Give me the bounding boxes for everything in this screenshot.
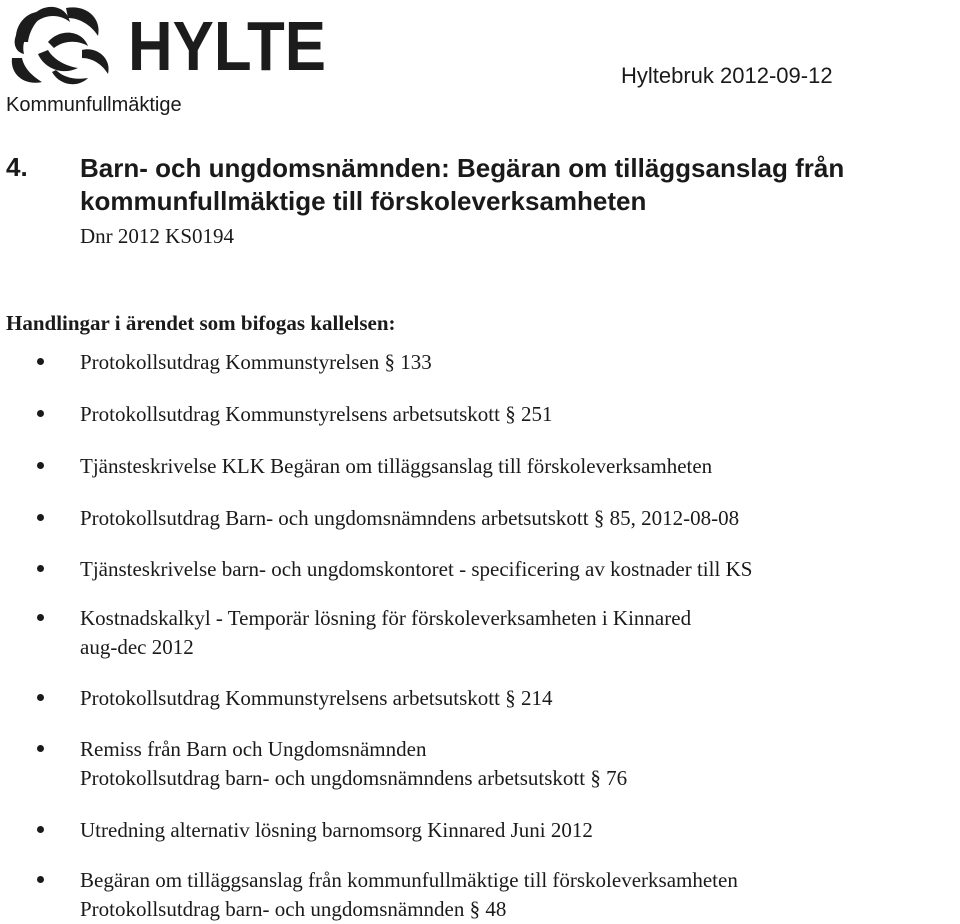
bullet-icon (37, 358, 44, 365)
bullet-icon (37, 614, 44, 621)
document-title-line: Kostnadskalkyl - Temporär lösning för förskoleverksamheten i Kinnared (80, 606, 692, 630)
document-title-line: Protokollsutdrag barn- och ungdomsnämndens arbetsutskott § 76 (80, 766, 628, 790)
item-title: Barn- och ungdomsnämnden: Begäran om tilläggsanslag från kommunfullmäktige till förskoleverksamheten (80, 153, 845, 216)
document-title-line: Begäran om tilläggsanslag från kommunfullmäktige till förskoleverksamheten (80, 868, 738, 892)
hylte-logo-mark (8, 2, 122, 88)
hylte-logo-wordmark (128, 4, 328, 85)
document-title-line: Utredning alternativ lösning barnomsorg Kinnared Juni 2012 (80, 818, 593, 842)
document-title-line: Tjänsteskrivelse barn- och ungdomskontoret - specificering av kostnader till KS (80, 557, 753, 581)
document-title-line: Protokollsutdrag barn- och ungdomsnämnden § 48 (80, 897, 507, 921)
document-title-line: Protokollsutdrag Kommunstyrelsens arbetsutskott § 214 (80, 686, 553, 710)
bullet-icon (37, 745, 44, 752)
bullet-icon (37, 876, 44, 883)
document-title-line: Protokollsutdrag Kommunstyrelsen § 133 (80, 350, 432, 374)
document-title-line: Protokollsutdrag Kommunstyrelsens arbetsutskott § 251 (80, 402, 553, 426)
document-title-line: aug-dec 2012 (80, 635, 194, 659)
item-number: 4. (6, 152, 28, 182)
bullet-icon (37, 514, 44, 521)
document-title-line: Remiss från Barn och Ungdomsnämnden (80, 737, 427, 761)
place-and-date: Hyltebruk 2012-09-12 (621, 63, 833, 88)
bullet-icon (37, 410, 44, 417)
bullet-icon (37, 826, 44, 833)
document-title-line: Protokollsutdrag Barn- och ungdomsnämndens arbetsutskott § 85, 2012-08-08 (80, 506, 740, 530)
diary-number: Dnr 2012 KS0194 (80, 224, 235, 248)
bullet-icon (37, 694, 44, 701)
organization-name: Kommunfullmäktige (6, 94, 182, 116)
documents-heading: Handlingar i ärendet som bifogas kallelsen: (6, 311, 396, 335)
logo-text: HYLTE (128, 7, 326, 85)
bullet-icon (37, 462, 44, 469)
document-title-line: Tjänsteskrivelse KLK Begäran om tilläggsanslag till förskoleverksamheten (80, 454, 713, 478)
bullet-icon (37, 565, 44, 572)
